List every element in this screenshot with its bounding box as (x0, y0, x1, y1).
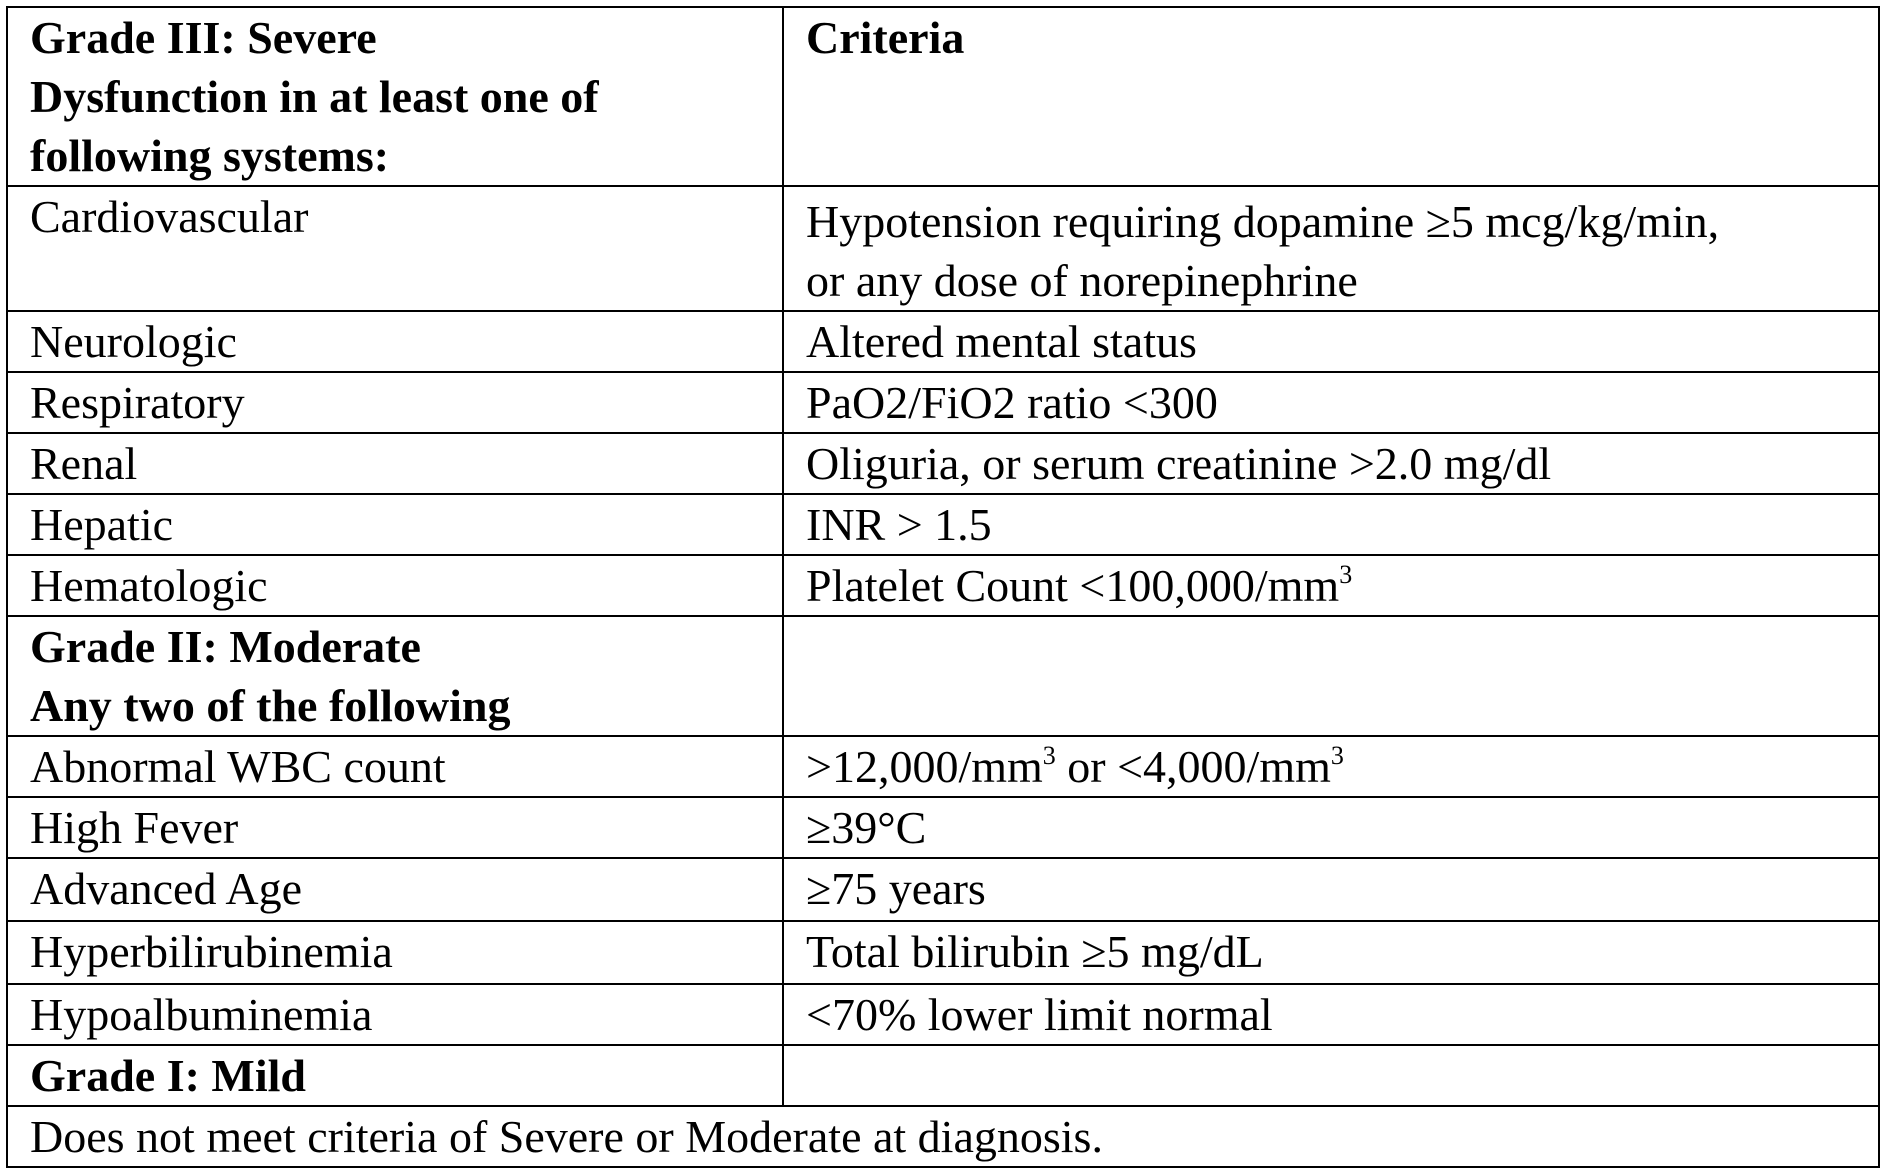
grade-1-empty-cell (783, 1045, 1879, 1106)
criteria-cell (783, 311, 1879, 372)
grade-2-empty-cell (783, 616, 1879, 736)
grade-1-title: Grade I: Mild (30, 1050, 306, 1101)
factor-age: Advanced Age (30, 863, 303, 914)
criteria-cell (783, 984, 1879, 1045)
criteria-cell (783, 736, 1879, 797)
criteria-cell (783, 433, 1879, 494)
grade-2-cell (7, 616, 783, 736)
criteria-cell (783, 494, 1879, 555)
criteria-age: ≥75 years (806, 863, 986, 914)
table-row (7, 984, 1879, 1045)
criteria-bilirubin: Total bilirubin ≥5 mg/dL (806, 926, 1264, 977)
grade-1-description: Does not meet criteria of Severe or Moderate at diagnosis. (30, 1111, 1103, 1162)
system-hepatic: Hepatic (30, 499, 174, 550)
grade-3-subtitle-line-1: Dysfunction in at least one of (30, 71, 599, 122)
system-respiratory: Respiratory (30, 377, 245, 428)
criteria-cardiovascular-line-2: or any dose of norepinephrine (806, 255, 1358, 306)
table-row (7, 555, 1879, 616)
grade-3-title: Grade III: Severe (30, 12, 377, 63)
criteria-fever: ≥39°C (806, 802, 927, 853)
superscript-3: 3 (1042, 741, 1056, 770)
header-row (7, 7, 1879, 186)
criteria-cell (783, 555, 1879, 616)
grade-2-title: Grade II: Moderate (30, 621, 421, 672)
grade-1-description-row (7, 1106, 1879, 1167)
table-row (7, 858, 1879, 921)
factor-cell (7, 858, 783, 921)
criteria-cell (783, 372, 1879, 433)
table-row (7, 736, 1879, 797)
system-hematologic: Hematologic (30, 560, 268, 611)
criteria-cell (783, 858, 1879, 921)
factor-cell (7, 984, 783, 1045)
system-renal: Renal (30, 438, 138, 489)
system-cell (7, 186, 783, 311)
severity-grading-table (6, 6, 1880, 1168)
criteria-hepatic: INR > 1.5 (806, 499, 992, 550)
system-cell (7, 433, 783, 494)
factor-cell (7, 736, 783, 797)
superscript-3: 3 (1339, 560, 1353, 589)
factor-albumin: Hypoalbuminemia (30, 989, 373, 1040)
superscript-3: 3 (1330, 741, 1344, 770)
grading-table-container (6, 6, 1878, 1168)
table-row (7, 797, 1879, 858)
system-cell (7, 311, 783, 372)
grade-1-description-cell (7, 1106, 1879, 1167)
criteria-hematologic: Platelet Count <100,000/mm (806, 560, 1340, 611)
table-row (7, 372, 1879, 433)
factor-wbc: Abnormal WBC count (30, 741, 446, 792)
table-row (7, 311, 1879, 372)
factor-cell (7, 921, 783, 984)
table-row (7, 921, 1879, 984)
grade-2-row (7, 616, 1879, 736)
factor-bilirubin: Hyperbilirubinemia (30, 926, 393, 977)
grade-3-header-cell (7, 7, 783, 186)
grade-1-row (7, 1045, 1879, 1106)
criteria-renal: Oliguria, or serum creatinine >2.0 mg/dl (806, 438, 1552, 489)
grade-3-subtitle-line-2: following systems: (30, 130, 390, 181)
criteria-header: Criteria (806, 12, 965, 63)
system-cell (7, 555, 783, 616)
table-row (7, 186, 1879, 311)
criteria-cell (783, 797, 1879, 858)
criteria-header-cell (783, 7, 1879, 186)
criteria-cell (783, 186, 1879, 311)
criteria-neurologic: Altered mental status (806, 316, 1197, 367)
system-neurologic: Neurologic (30, 316, 237, 367)
criteria-albumin: <70% lower limit normal (806, 989, 1273, 1040)
criteria-cell (783, 921, 1879, 984)
grade-1-cell (7, 1045, 783, 1106)
grade-2-subtitle: Any two of the following (30, 680, 511, 731)
criteria-cardiovascular-line-1: Hypotension requiring dopamine ≥5 mcg/kg/min, (806, 196, 1720, 247)
system-cell (7, 372, 783, 433)
criteria-wbc-part-1: >12,000/mm (806, 741, 1043, 792)
criteria-wbc-part-2: or <4,000/mm (1055, 741, 1331, 792)
table-row (7, 494, 1879, 555)
system-cardiovascular: Cardiovascular (30, 191, 309, 242)
criteria-respiratory: PaO2/FiO2 ratio <300 (806, 377, 1218, 428)
factor-cell (7, 797, 783, 858)
system-cell (7, 494, 783, 555)
factor-fever: High Fever (30, 802, 239, 853)
table-row (7, 433, 1879, 494)
